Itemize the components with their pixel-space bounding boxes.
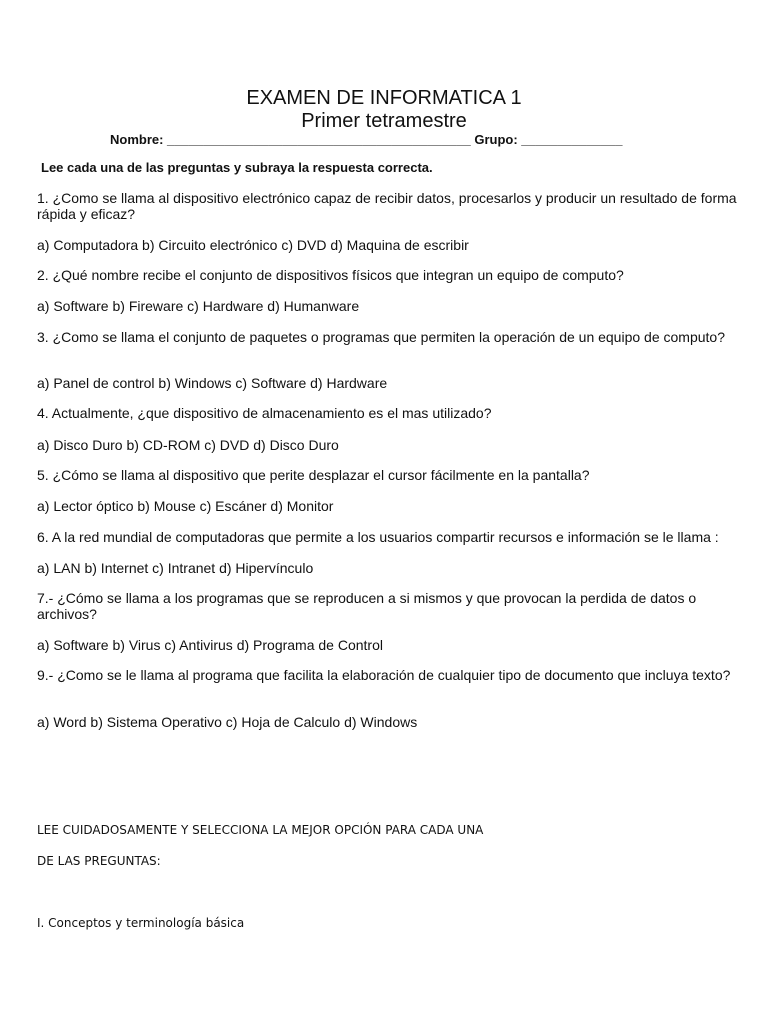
question-1: 1. ¿Como se llama al dispositivo electrónico capaz de recibir datos, procesarlos y producir un resultado de forma rápida y eficaz? [37, 190, 737, 222]
question-9: 9.- ¿Como se le llama al programa que facilita la elaboración de cualquier tipo de documento que incluya texto? [37, 667, 731, 683]
instructions: Lee cada una de las preguntas y subraya la respuesta correcta. [41, 160, 433, 175]
options-5: a) Lector óptico b) Mouse c) Escáner d) Monitor [37, 498, 334, 514]
exam-title: EXAMEN DE INFORMATICA 1 [246, 87, 522, 109]
section2-heading: I. Conceptos y terminología básica [37, 916, 245, 930]
question-4: 4. Actualmente, ¿que dispositivo de almacenamiento es el mas utilizado? [37, 405, 492, 421]
options-2: a) Software b) Fireware c) Hardware d) Humanware [37, 298, 360, 314]
question-5: 5. ¿Cómo se llama al dispositivo que perite desplazar el cursor fácilmente en la pantalla? [37, 467, 590, 483]
question-7: 7.- ¿Cómo se llama a los programas que se reproducen a si mismos y que provocan la perdida de datos o archivos? [37, 590, 697, 622]
question-3: 3. ¿Como se llama el conjunto de paquetes o programas que permiten la operación de un equipo de computo? [37, 329, 725, 345]
section2-instruction-line2: DE LAS PREGUNTAS: [37, 854, 161, 868]
name-group-line: Nombre: __________________________________________ Grupo: ______________ [110, 132, 623, 147]
options-4: a) Disco Duro b) CD-ROM c) DVD d) Disco Duro [37, 437, 339, 453]
question-2: 2. ¿Qué nombre recibe el conjunto de dispositivos físicos que integran un equipo de computo? [37, 267, 624, 283]
options-3: a) Panel de control b) Windows c) Software d) Hardware [37, 375, 388, 391]
question-6: 6. A la red mundial de computadoras que permite a los usuarios compartir recursos e información se le llama : [37, 529, 719, 545]
section2-instruction-line1: LEE CUIDADOSAMENTE Y SELECCIONA LA MEJOR OPCIÓN PARA CADA UNA [37, 823, 484, 837]
options-1: a) Computadora b) Circuito electrónico c) DVD d) Maquina de escribir [37, 237, 469, 253]
options-6: a) LAN b) Internet c) Intranet d) Hipervínculo [37, 560, 314, 576]
exam-subtitle: Primer tetramestre [301, 110, 467, 132]
options-7: a) Software b) Virus c) Antivirus d) Programa de Control [37, 637, 383, 653]
options-9: a) Word b) Sistema Operativo c) Hoja de Calculo d) Windows [37, 714, 418, 730]
